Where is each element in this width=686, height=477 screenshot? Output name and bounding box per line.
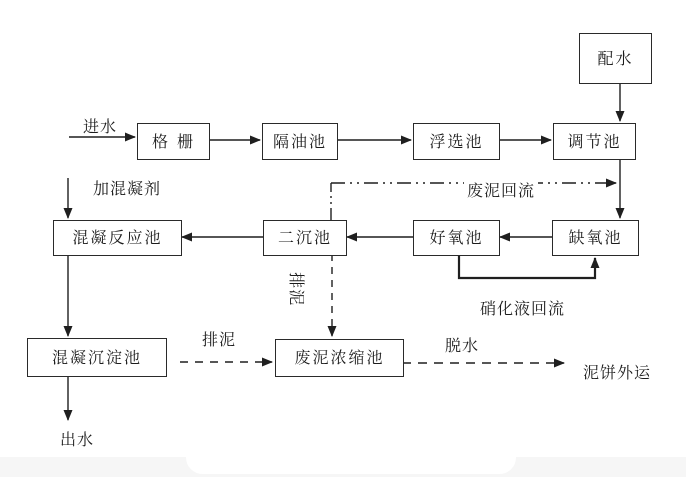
label-sludge-discharge: 排泥 [202, 330, 237, 349]
label-sludge-discharge-vertical: 排泥 [287, 272, 307, 307]
node-flotation: 浮选池 [413, 123, 500, 160]
node-coagulation-reaction: 混凝反应池 [53, 220, 182, 256]
node-sludge-thickener: 废泥浓缩池 [275, 339, 404, 377]
label-waste-sludge-return: 废泥回流 [464, 182, 538, 200]
label-add-coagulant: 加混凝剂 [93, 179, 162, 198]
node-anoxic-tank: 缺氧池 [552, 220, 639, 256]
label-nitrified-liquid-return: 硝化液回流 [480, 299, 566, 318]
node-oil-separation: 隔油池 [262, 123, 338, 160]
node-equalization: 调节池 [553, 123, 636, 160]
node-coagulation-sedimentation: 混凝沉淀池 [27, 338, 167, 377]
arrow-nitrified-liquid-return [459, 254, 595, 278]
label-influent: 进水 [83, 117, 118, 136]
label-dewatering: 脱水 [445, 336, 480, 355]
node-secondary-clarifier: 二沉池 [263, 220, 347, 256]
node-bar-screen: 格 栅 [137, 123, 210, 160]
watermark-highlight [186, 441, 516, 474]
node-aerobic-tank: 好氧池 [413, 220, 500, 256]
node-water-distribution: 配水 [579, 33, 652, 84]
label-sludge-cake-transport: 泥饼外运 [583, 363, 652, 382]
label-effluent: 出水 [60, 430, 95, 449]
